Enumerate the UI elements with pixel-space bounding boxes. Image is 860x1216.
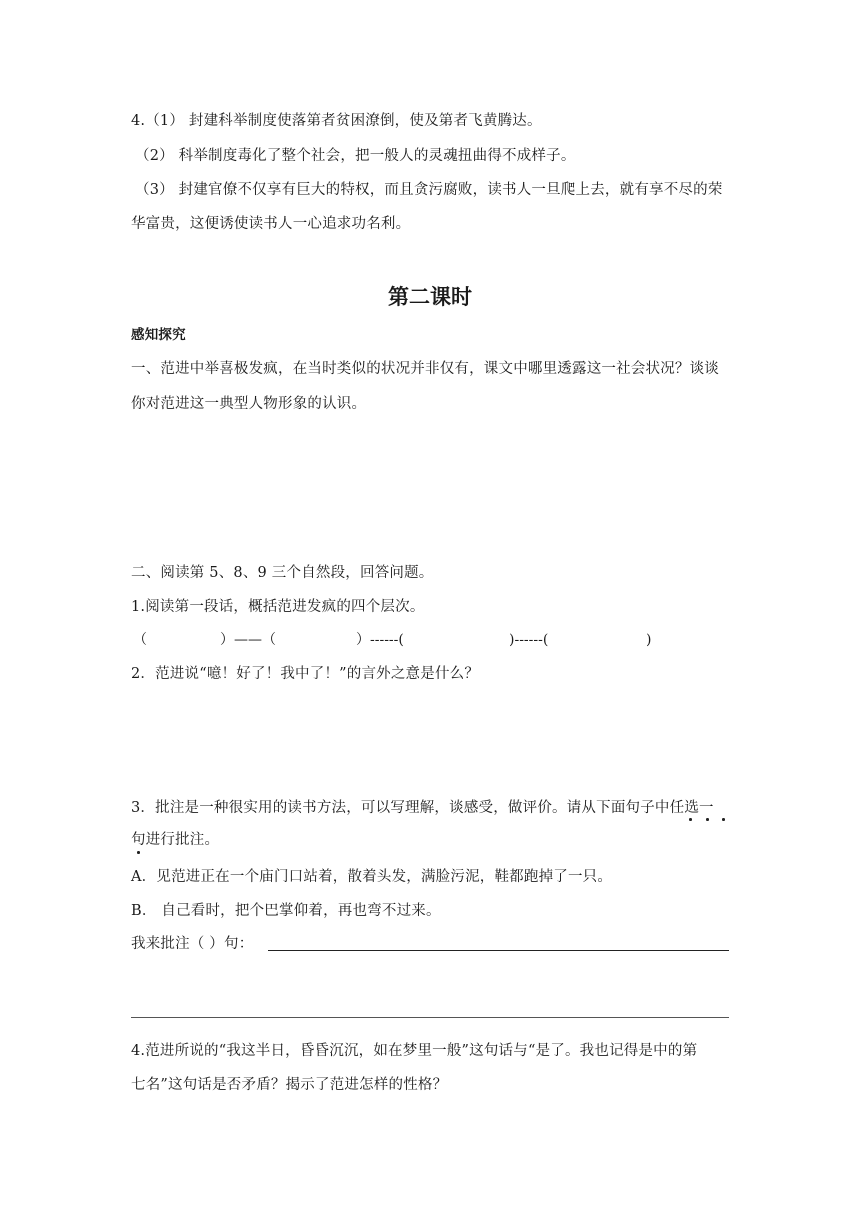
emphasis-dot [722,818,725,821]
answer-4-1: 4.（1） 封建科举制度使落第者贫困潦倒，使及第者飞黄腾达。 [131,113,542,129]
emphasis-dot [706,818,709,821]
question-1-line1: 一、范进中举喜极发疯，在当时类似的状况并非仅有，课文中哪里透露这一社会状况？谈谈 [131,361,719,377]
answer-rule[interactable] [131,1017,729,1018]
question-2-sub3-line2: 句进行批注。 [131,832,220,848]
question-2-sub2: 2．范进说“噫！好了！我中了！”的言外之意是什么？ [131,666,480,682]
option-b: B． 自己看时，把个巴掌仰着，再也弯不过来。 [131,903,441,919]
answer-4-3-line1: （3） 封建官僚不仅享有巨大的特权，而且贪污腐败，读书人一旦爬上去，就有享不尽的荣 [135,182,723,198]
question-2-intro: 二、阅读第 5、8、9 三个自然段，回答问题。 [131,565,434,581]
annotate-label: 我来批注（ ）句： [131,936,254,952]
bracket-4-close: ) [646,632,652,648]
question-2-sub1: 1.阅读第一段话，概括范进发疯的四个层次。 [131,599,425,615]
four-levels-blanks[interactable] [0,630,860,650]
answer-4-2: （2） 科举制度毒化了整个社会，把一般人的灵魂扭曲得不成样子。 [135,148,576,164]
option-a: A．见范进正在一个庙门口站着，散着头发，满脸污泥，鞋都跑掉了一只。 [131,869,613,885]
emphasis-dot [137,851,140,854]
section-heading: 感知探究 [131,327,186,343]
lesson-title: 第二课时 [388,285,472,309]
bracket-1-close: ）——（ [220,632,276,648]
answer-4-3-line2: 华富贵，这便诱使读书人一心追求功名利。 [131,216,411,232]
question-2-sub3-line1: 3．批注是一种很实用的读书方法，可以写理解，谈感受，做评价。请从下面句子中任选一 [131,800,714,816]
bracket-3-close: )------( [509,632,549,648]
question-2-sub4-line1: 4.范进所说的“我这半日，昏昏沉沉，如在梦里一般”这句话与“是了。我也记得是中的第 [131,1043,698,1059]
bracket-1-open: （ [133,632,147,648]
question-2-sub4-line2: 七名”这句话是否矛盾？揭示了范进怎样的性格？ [131,1077,448,1093]
question-1-line2: 你对范进这一典型人物形象的认识。 [131,396,367,412]
annotation-answer-line[interactable] [268,950,729,951]
bracket-2-close: ）------( [356,632,404,648]
emphasis-dot [689,818,692,821]
